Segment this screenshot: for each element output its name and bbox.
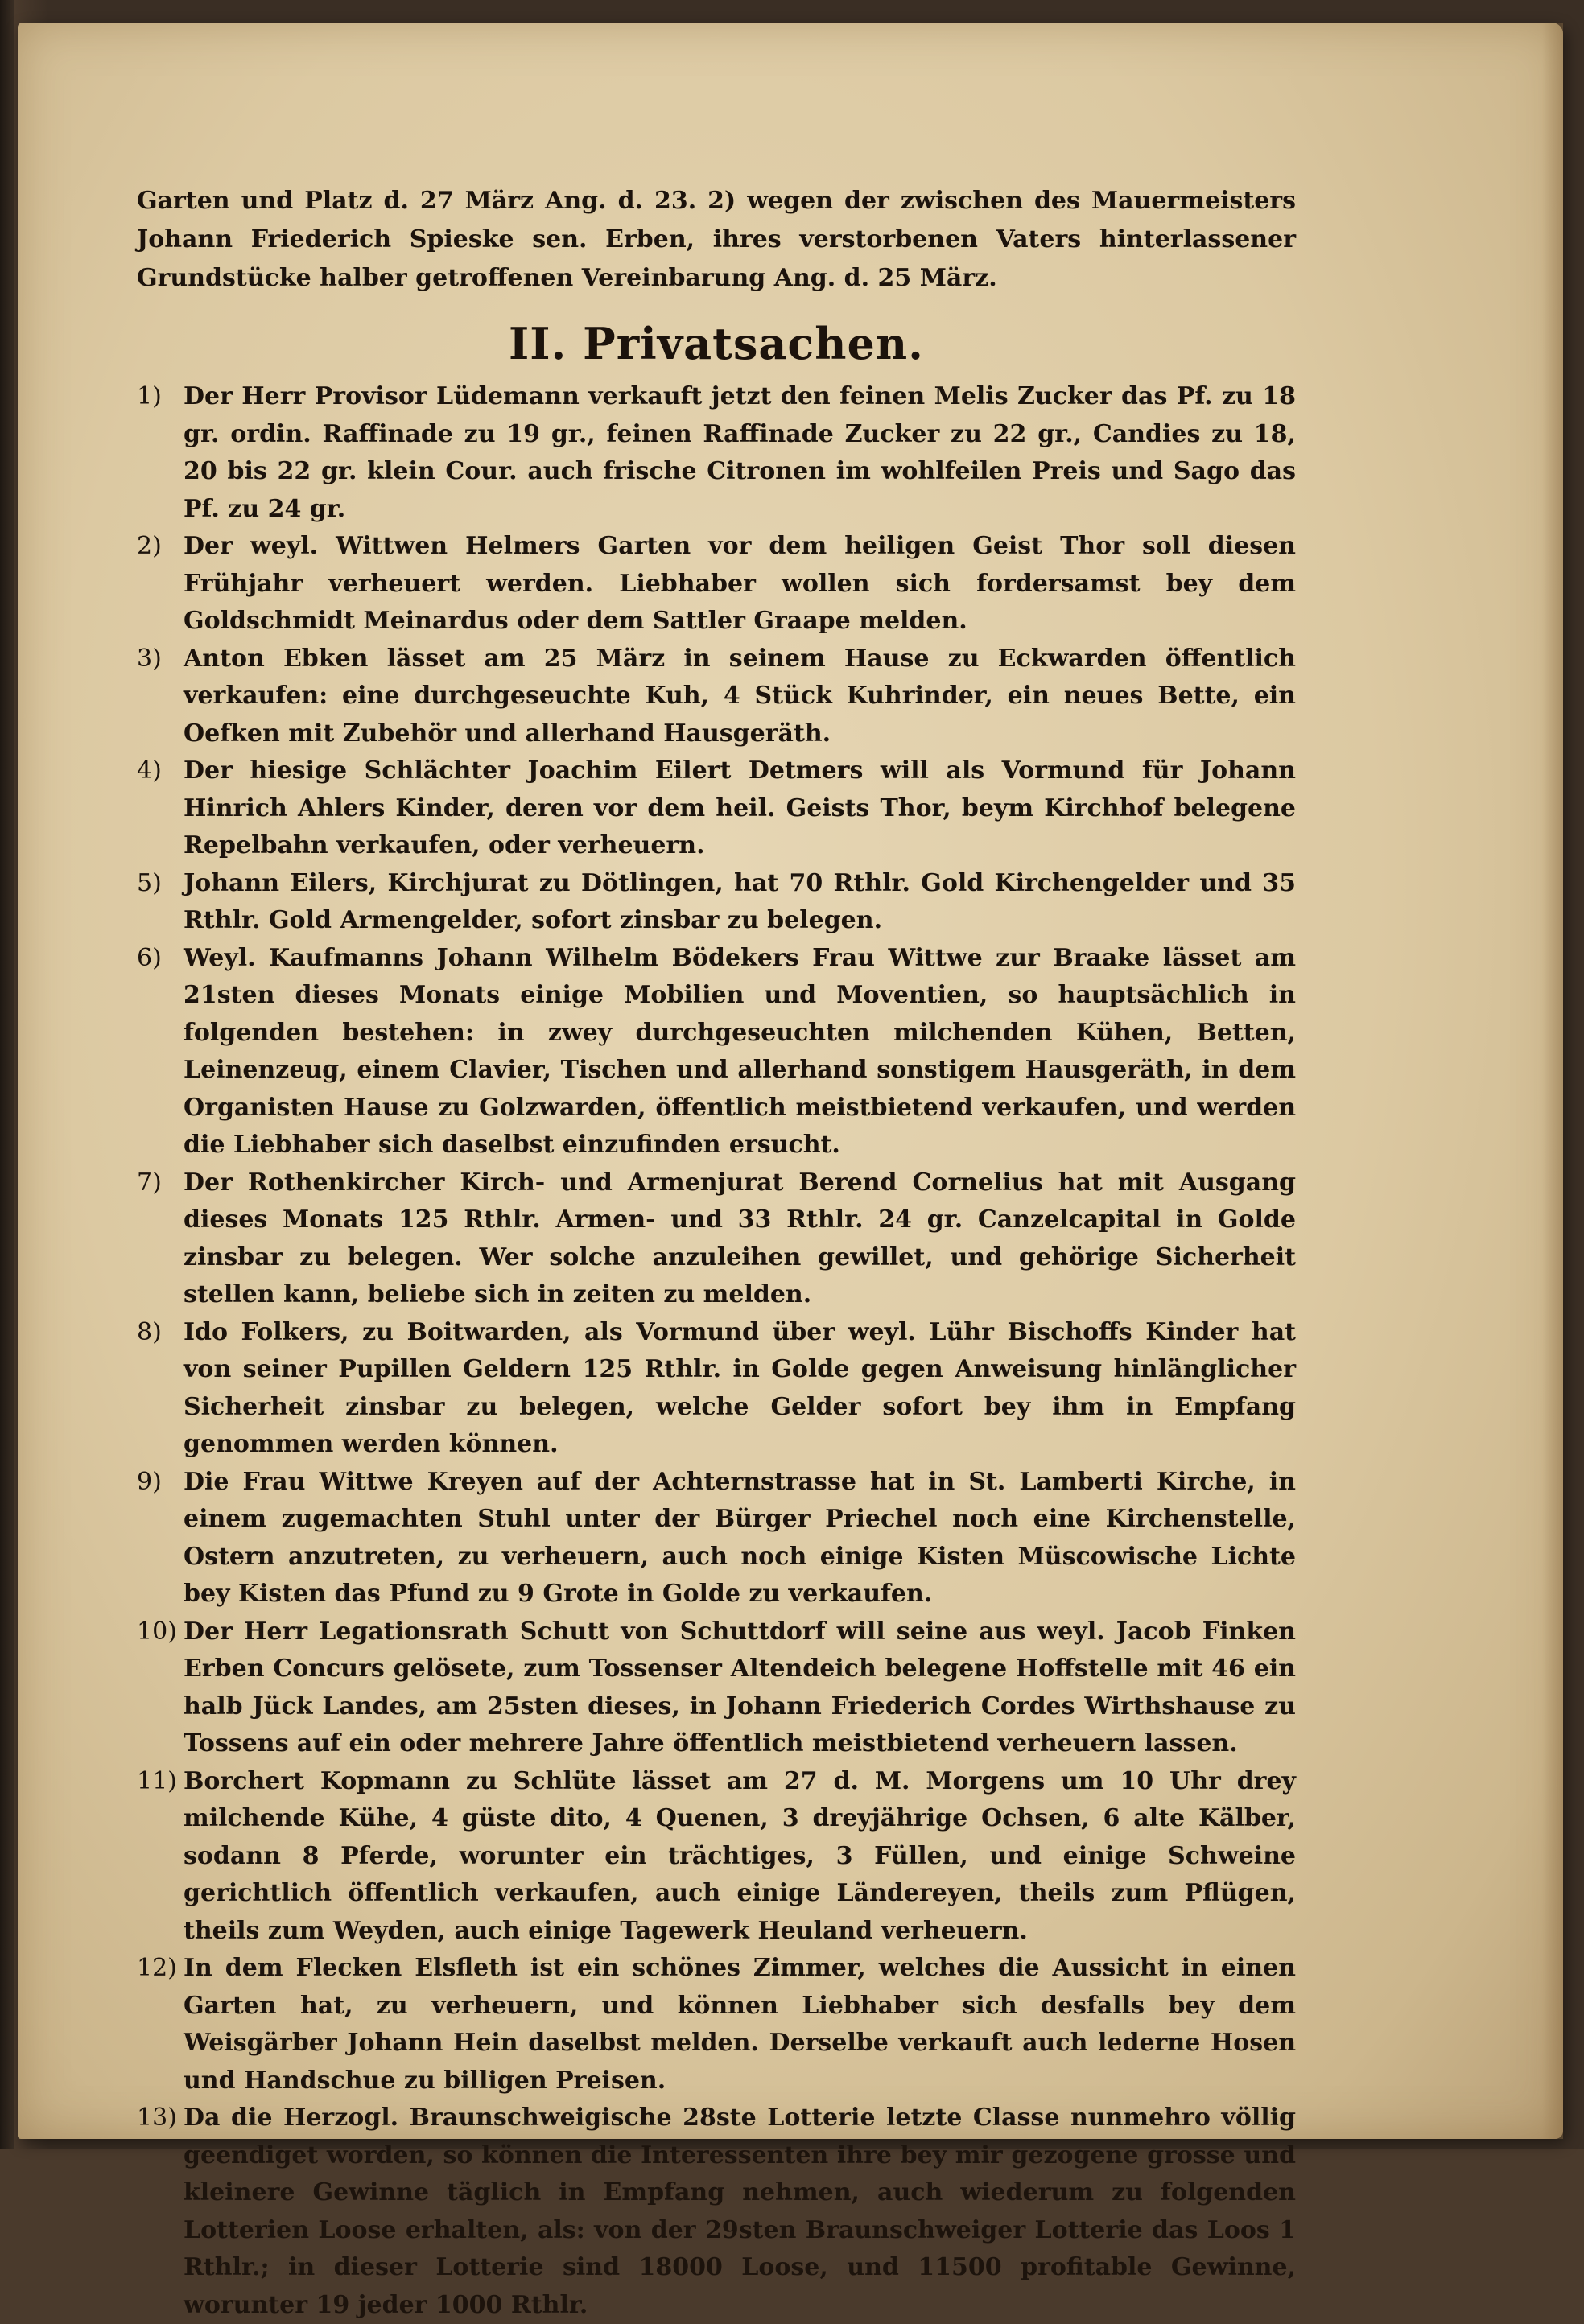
notice-item xyxy=(137,1613,1296,1763)
notice-text: Borchert Kopmann zu Schlüte lässet am 27 d. M. Morgens um 10 Uhr drey milchende Kühe, 4 güste dito, 4 Quenen, 3 dreyjährige Ochsen, 6 alte Kälber, sodann 8 Pferde, worunter ein trächtiges, 3 Füllen, und einige Schweine gerichtlich öffentlich verkaufen, auch einige Ländereyen, theils zum Pflügen, theils zum Weyden, auch einige Tagewerk Heuland verheuern. xyxy=(184,1766,1296,1945)
notice-text: Da die Herzogl. Braunschweigische 28ste Lotterie letzte Classe nunmehro völlig geendiget worden, so können die Interessenten ihre bey mir gezogene grosse und kleinere Gewinne täglich in Empfang nehmen, auch wiederum zu folgenden Lotterien Loose erhalten, als: von der 29sten Braunschweiger Lotterie das Loos 1 Rthlr.; in dieser Lotterie sind 18000 Loose, und 11500 profitable Gewinne, worunter 19 jeder 1000 Rthlr. xyxy=(184,2104,1296,2319)
notice-text: Der hiesige Schlächter Joachim Eilert Detmers will als Vormund für Johann Hinrich Ahlers Kinder, deren vor dem heil. Geists Thor, beym Kirchhof belegene Repelbahn verkaufen, oder verheuern. xyxy=(184,756,1296,859)
notice-item xyxy=(137,2099,1296,2324)
notice-item xyxy=(137,1950,1296,2099)
book-spine xyxy=(0,0,14,2149)
notice-number: 12) xyxy=(137,1954,177,1982)
notice-list xyxy=(137,378,1296,2324)
notice-number: 1) xyxy=(137,382,162,410)
section-heading: II. Privatsachen. xyxy=(509,318,924,369)
notice-number: 5) xyxy=(137,868,162,897)
notice-number: 8) xyxy=(137,1317,162,1346)
notice-number: 9) xyxy=(137,1467,162,1496)
notice-number: 6) xyxy=(137,943,162,972)
notice-number: 7) xyxy=(137,1168,162,1197)
notice-item xyxy=(137,1763,1296,1951)
notice-item xyxy=(137,528,1296,641)
notice-item xyxy=(137,378,1296,528)
notice-text: Ido Folkers, zu Boitwarden, als Vormund über weyl. Lühr Bischoffs Kinder hat von seiner Pupillen Geldern 125 Rthlr. in Golde gegen Anweisung hinlänglicher Sicherheit zinsbar zu belegen, welche Gelder sofort bey ihm in Empfang genommen werden können. xyxy=(184,1317,1296,1458)
notice-number: 10) xyxy=(137,1617,177,1646)
notice-number: 3) xyxy=(137,644,162,673)
notice-text: Weyl. Kaufmanns Johann Wilhelm Bödekers Frau Wittwe zur Braake lässet am 21sten dieses Monats einige Mobilien und Moventien, so hauptsächlich in folgenden bestehen: in zwey durchgeseuchten milchenden Kühen, Betten, Leinenzeug, einem Clavier, Tischen und allerhand sonstigem Hausgeräth, in dem Organisten Hause zu Golzwarden, öffentlich meistbietend verkaufen, und werden die Liebhaber sich daselbst einzufinden ersucht. xyxy=(184,943,1296,1159)
notice-text: Der Rothenkircher Kirch- und Armenjurat Berend Cornelius hat mit Ausgang dieses Monats 125 Rthlr. Armen- und 33 Rthlr. 24 gr. Canzelcapital in Golde zinsbar zu belegen. Wer solche anzuleihen gewillet, und gehörige Sicherheit stellen kann, beliebe sich in zeiten zu melden. xyxy=(184,1168,1296,1308)
continued-paragraph: Garten und Platz d. 27 März Ang. d. 23. 2) wegen der zwischen des Mauermeisters Johann Friederich Spieske sen. Erben, ihres verstorbenen Vaters hinterlassener Grundstücke halber getroffenen Vereinbarung Ang. d. 25 März. xyxy=(137,187,1296,292)
notice-item xyxy=(137,752,1296,865)
notice-text: Der Herr Provisor Lüdemann verkauft jetzt den feinen Melis Zucker das Pf. zu 18 gr. ordin. Raffinade zu 19 gr., feinen Raffinade Zucker zu 22 gr., Candies zu 18, 20 bis 22 gr. klein Cour. auch frische Citronen im wohlfeilen Preis und Sago das Pf. zu 24 gr. xyxy=(184,382,1296,523)
notice-number: 11) xyxy=(137,1766,177,1795)
notice-number: 2) xyxy=(137,532,162,560)
notice-text: Anton Ebken lässet am 25 März in seinem Hause zu Eckwarden öffentlich verkaufen: eine durchgeseuchte Kuh, 4 Stück Kuhrinder, ein neues Bette, ein Oefken mit Zubehör und allerhand Hausgeräth. xyxy=(184,644,1296,748)
notice-item xyxy=(137,641,1296,753)
notice-item xyxy=(137,1314,1296,1464)
document-page xyxy=(18,23,1563,2319)
notice-item xyxy=(137,1164,1296,1314)
page-text xyxy=(137,182,1296,2324)
notice-item xyxy=(137,865,1296,940)
notice-item xyxy=(137,1464,1296,1613)
page-edge xyxy=(1542,23,1563,2139)
notice-text: Der weyl. Wittwen Helmers Garten vor dem heiligen Geist Thor soll diesen Frühjahr verheuert werden. Liebhaber wollen sich fordersamst bey dem Goldschmidt Meinardus oder dem Sattler Graape melden. xyxy=(184,532,1296,635)
notice-text: Der Herr Legationsrath Schutt von Schuttdorf will seine aus weyl. Jacob Finken Erben Concurs gelösete, zum Tossenser Altendeich belegene Hoffstelle mit 46 ein halb Jück Landes, am 25sten dieses, in Johann Friederich Cordes Wirthshause zu Tossens auf ein oder mehrere Jahre öffentlich meistbietend verheuern lassen. xyxy=(184,1617,1296,1757)
notice-item xyxy=(137,940,1296,1164)
notice-text: In dem Flecken Elsfleth ist ein schönes Zimmer, welches die Aussicht in einen Garten hat, zu verheuern, und können Liebhaber sich desfalls bey dem Weisgärber Johann Hein daselbst melden. Derselbe verkauft auch lederne Hosen und Handschue zu billigen Preisen. xyxy=(184,1954,1296,2095)
notice-text: Die Frau Wittwe Kreyen auf der Achternstrasse hat in St. Lamberti Kirche, in einem zugemachten Stuhl unter der Bürger Priechel noch eine Kirchenstelle, Ostern anzutreten, zu verheuern, auch noch einige Kisten Müscowische Lichte bey Kisten das Pfund zu 9 Grote in Golde zu verkaufen. xyxy=(184,1467,1296,1608)
notice-number: 4) xyxy=(137,756,162,785)
notice-text: Johann Eilers, Kirchjurat zu Dötlingen, hat 70 Rthlr. Gold Kirchengelder und 35 Rthlr. Gold Armengelder, sofort zinsbar zu belegen. xyxy=(184,868,1296,934)
notice-number: 13) xyxy=(137,2104,177,2132)
